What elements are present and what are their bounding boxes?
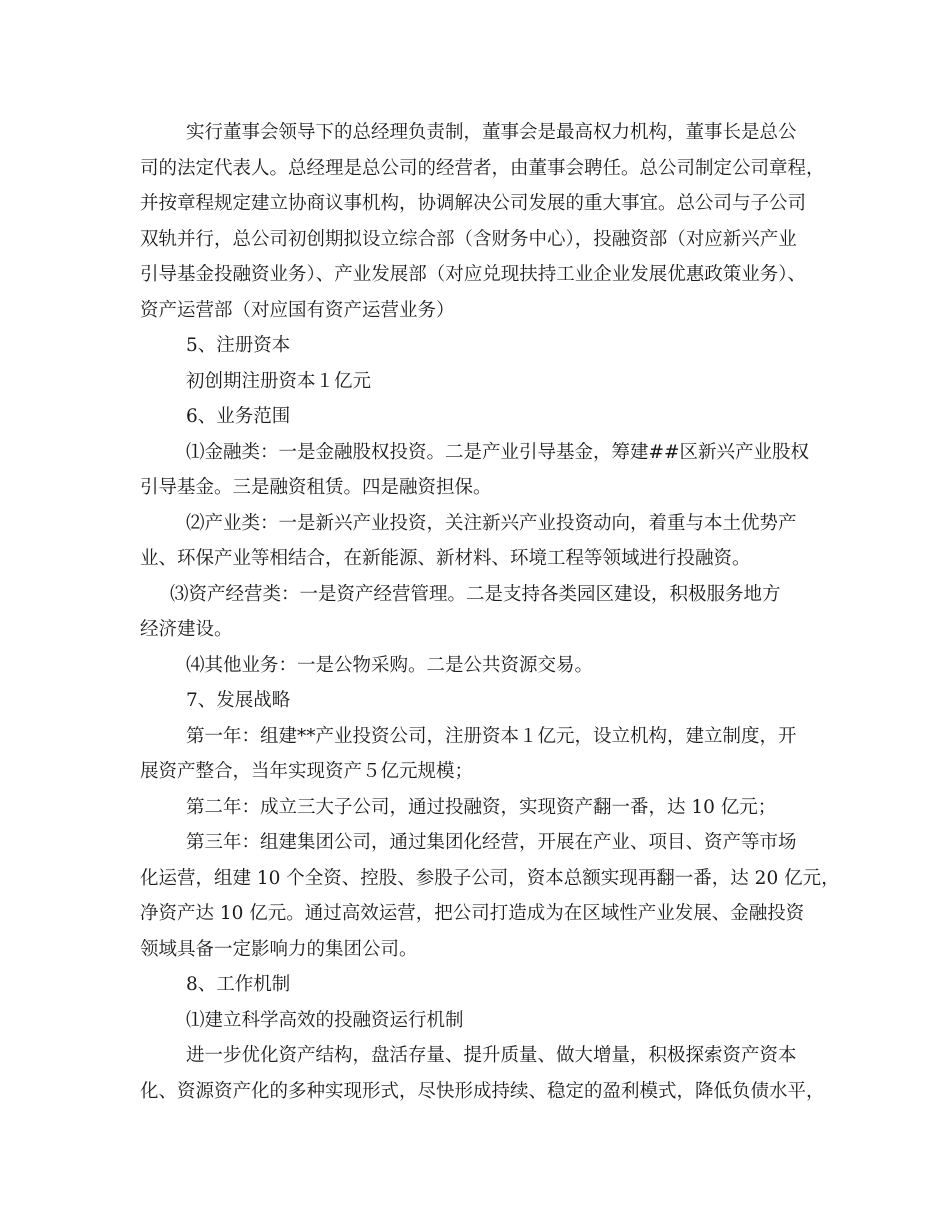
paragraph-year-two: 第二年：成立三大子公司，通过投融资，实现资产翻一番，达 10 亿元； <box>186 796 777 818</box>
text-line: 第三年：组建集团公司，通过集团化经营，开展在产业、项目、资产等市场 <box>186 832 797 853</box>
list-item-finance <box>140 435 820 506</box>
text-line: 引导基金投融资业务）、产业发展部（对应兑现扶持工业企业发展优惠政策业务）、 <box>140 264 807 285</box>
heading-business-scope: 6、业务范围 <box>186 406 291 427</box>
text-line: 第一年：组建**产业投资公司，注册资本１亿元，设立机构，建立制度，开 <box>186 725 797 747</box>
paragraph-governance <box>140 115 825 328</box>
text-line: 净资产达 10 亿元。通过高效运营，把公司打造成为在区域性产业发展、金融投资 <box>140 903 805 924</box>
paragraph-optimize-assets <box>140 1038 825 1109</box>
text-line: 经济建设。 <box>140 619 233 640</box>
text-line: 实行董事会领导下的总经理负责制，董事会是最高权力机构，董事长是总公 <box>186 122 797 143</box>
text-line: 进一步优化资产结构，盘活存量、提升质量、做大增量，积极探索资产资本 <box>186 1045 797 1066</box>
text-line: 引导基金。三是融资租赁。四是融资担保。 <box>140 477 492 498</box>
paragraph-year-three <box>140 825 840 967</box>
heading-registered-capital: 5、注册资本 <box>186 335 291 356</box>
text-line: ⑵产业类：一是新兴产业投资，关注新兴产业投资动向，着重与本土优势产 <box>186 512 797 534</box>
text-line: 并按章程规定建立协商议事机构，协调解决公司发展的重大事宜。总公司与子公司 <box>140 193 807 214</box>
text-line: 领域具备一定影响力的集团公司。 <box>140 938 418 960</box>
text-line: 资产运营部（对应国有资产运营业务） <box>140 299 455 321</box>
list-item-asset-management <box>140 577 820 648</box>
subheading-investment-mechanism: ⑴建立科学高效的投融资运行机制 <box>186 1009 464 1031</box>
text-line: 化运营，组建 10 个全资、控股、参股子公司，资本总额实现再翻一番，达 20 亿元， <box>140 867 840 889</box>
text-line: ⑴金融类：一是金融股权投资。二是产业引导基金，筹建##区新兴产业股权 <box>186 441 810 463</box>
heading-development-strategy: 7、发展战略 <box>186 690 291 711</box>
text-line: 司的法定代表人。总经理是总公司的经营者，由董事会聘任。总公司制定公司章程， <box>140 157 825 179</box>
paragraph-year-one <box>140 719 820 790</box>
text-line: 化、资源资产化的多种实现形式，尽快形成持续、稳定的盈利模式，降低负债水平， <box>140 1080 825 1102</box>
list-item-other: ⑷其他业务：一是公物采购。二是公共资源交易。 <box>186 654 594 676</box>
text-line: 双轨并行，总公司初创期拟设立综合部（含财务中心），投融资部（对应新兴产业 <box>140 228 797 250</box>
text-line: 业、环保产业等相结合，在新能源、新材料、环境工程等领域进行投融资。 <box>140 548 751 569</box>
heading-working-mechanism: 8、工作机制 <box>186 974 291 995</box>
paragraph-registered-capital: 初创期注册资本１亿元 <box>186 370 372 392</box>
text-line: ⑶资产经营类：一是资产经营管理。二是支持各类园区建设，积极服务地方 <box>170 583 781 605</box>
text-line: 展资产整合，当年实现资产５亿元规模； <box>140 761 474 782</box>
list-item-industry <box>140 506 820 577</box>
document-page <box>140 115 840 1109</box>
